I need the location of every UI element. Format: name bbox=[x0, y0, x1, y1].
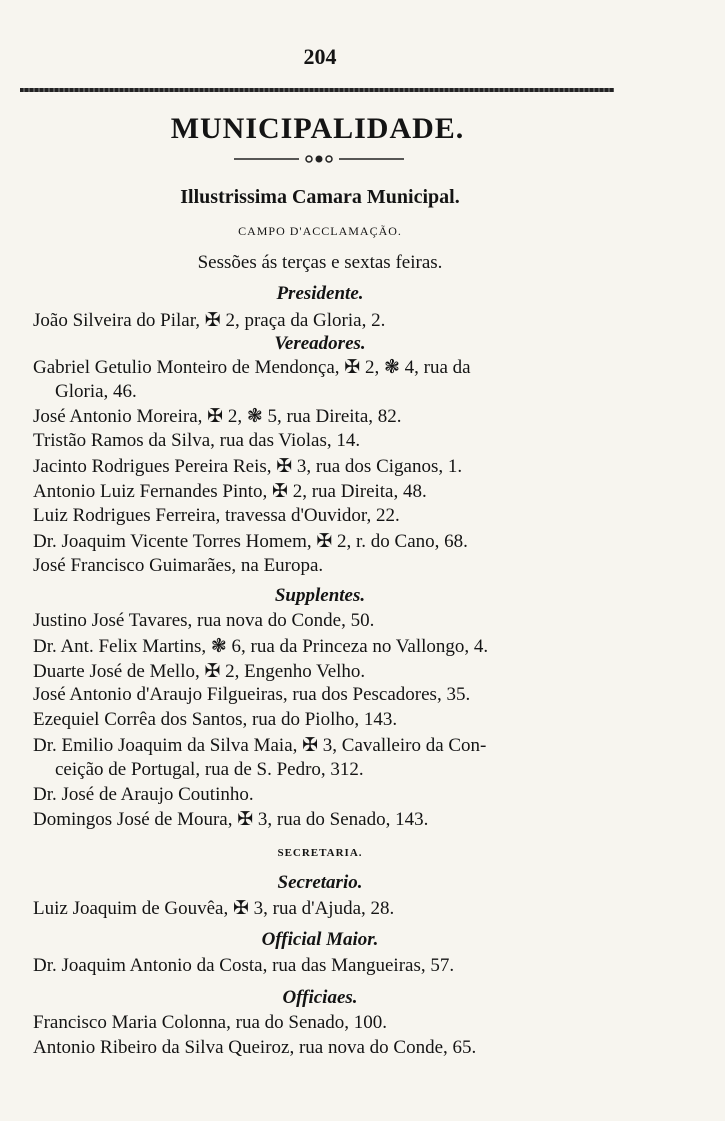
entry-line: Dr. Joaquim Antonio da Costa, rua das Mangueiras, 57. bbox=[33, 955, 455, 976]
location-label: CAMPO D'ACCLAMAÇÃO. bbox=[238, 224, 402, 238]
section-officiaes: Officiaes. bbox=[282, 987, 358, 1008]
entry-line: Gloria, 46. bbox=[55, 381, 137, 402]
entry-line: Antonio Ribeiro da Silva Queiroz, rua nova do Conde, 65. bbox=[33, 1037, 477, 1058]
entry-line: Luiz Joaquim de Gouvêa, ✠ 3, rua d'Ajuda, 28. bbox=[33, 898, 395, 919]
entry-line: Dr. Joaquim Vicente Torres Homem, ✠ 2, r. do Cano, 68. bbox=[33, 531, 468, 552]
section-presidente: Presidente. bbox=[276, 283, 364, 304]
page-number: 204 bbox=[303, 44, 337, 69]
entry-line: Duarte José de Mello, ✠ 2, Engenho Velho. bbox=[33, 661, 366, 682]
entry-line: José Antonio Moreira, ✠ 2, ❃ 5, rua Direita, 82. bbox=[33, 406, 402, 427]
entry-line: Dr. Ant. Felix Martins, ❃ 6, rua da Princeza no Vallongo, 4. bbox=[33, 636, 489, 657]
header-rule bbox=[20, 88, 614, 92]
entry-line: Ezequiel Corrêa dos Santos, rua do Piolho, 143. bbox=[33, 709, 398, 730]
section-official-maior: Official Maior. bbox=[261, 929, 379, 950]
entry-line: Dr. Emilio Joaquim da Silva Maia, ✠ 3, Cavalleiro da Con- bbox=[33, 735, 487, 756]
page-title: MUNICIPALIDADE. bbox=[170, 112, 465, 145]
entry-line: ceição de Portugal, rua de S. Pedro, 312. bbox=[55, 759, 364, 780]
section-vereadores: Vereadores. bbox=[274, 333, 366, 354]
entry-line: Justino José Tavares, rua nova do Conde, 50. bbox=[33, 610, 375, 631]
entry-line: Domingos José de Moura, ✠ 3, rua do Senado, 143. bbox=[33, 809, 429, 830]
sessions-note: Sessões ás terças e sextas feiras. bbox=[197, 252, 443, 273]
entry-line: Luiz Rodrigues Ferreira, travessa d'Ouvidor, 22. bbox=[33, 505, 400, 526]
entry-line: João Silveira do Pilar, ✠ 2, praça da Gloria, 2. bbox=[33, 310, 386, 331]
entry-line: José Antonio d'Araujo Filgueiras, rua dos Pescadores, 35. bbox=[33, 684, 471, 705]
section-supplentes: Supplentes. bbox=[274, 585, 366, 606]
entry-line: Tristão Ramos da Silva, rua das Violas, 14. bbox=[33, 430, 361, 451]
section-secretaria: SECRETARIA. bbox=[277, 847, 363, 859]
camara-heading: Illustrissima Camara Municipal. bbox=[180, 186, 460, 208]
entry-line: Antonio Luiz Fernandes Pinto, ✠ 2, rua Direita, 48. bbox=[33, 481, 427, 502]
entry-line: Jacinto Rodrigues Pereira Reis, ✠ 3, rua dos Ciganos, 1. bbox=[33, 456, 463, 477]
entry-line: Dr. José de Araujo Coutinho. bbox=[33, 784, 254, 805]
ornament-divider bbox=[234, 153, 404, 165]
section-secretario: Secretario. bbox=[277, 872, 363, 893]
entry-line: Francisco Maria Colonna, rua do Senado, 100. bbox=[33, 1012, 388, 1033]
entry-line: Gabriel Getulio Monteiro de Mendonça, ✠ 2, ❃ 4, rua da bbox=[33, 357, 471, 378]
entry-line: José Francisco Guimarães, na Europa. bbox=[33, 555, 324, 576]
